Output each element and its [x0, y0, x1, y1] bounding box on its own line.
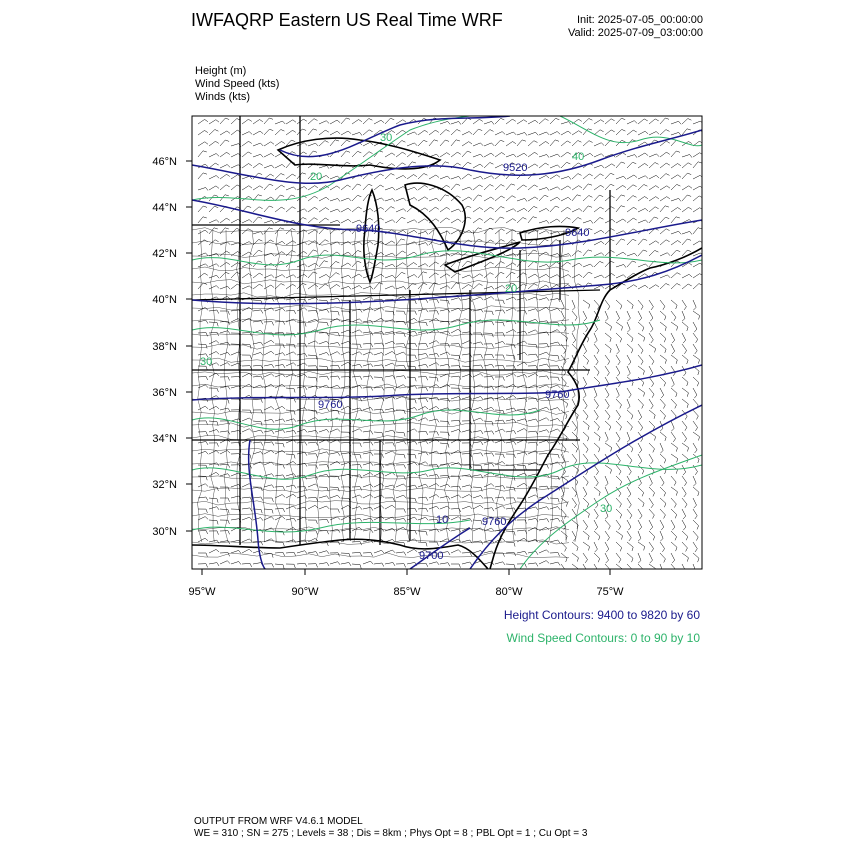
height-label: 9760: [318, 399, 343, 411]
plot-title: IWFAQRP Eastern US Real Time WRF: [191, 10, 503, 30]
model-config: WE = 310 ; SN = 275 ; Levels = 38 ; Dis = 8km ; Phys Opt = 8 ; PBL Opt = 1 ; Cu Opt = 3: [194, 828, 588, 839]
height-label: 9640: [356, 223, 381, 235]
wind-speed-label: 20: [505, 283, 518, 295]
lon-label: 90°W: [291, 586, 319, 598]
lon-label: 75°W: [596, 586, 624, 598]
lat-label: 40°N: [152, 294, 177, 306]
lat-label: 38°N: [152, 341, 177, 353]
valid-time: Valid: 2025-07-09_03:00:00: [568, 27, 703, 39]
lat-label: 34°N: [152, 433, 177, 445]
wind-speed-label: 10: [436, 514, 449, 526]
model-info: OUTPUT FROM WRF V4.6.1 MODEL: [194, 816, 363, 827]
lat-label: 36°N: [152, 387, 177, 399]
lat-label: 46°N: [152, 156, 177, 168]
field-wind-speed-label: Wind Speed (kts): [195, 78, 280, 90]
lat-label: 42°N: [152, 248, 177, 260]
lat-label: 32°N: [152, 479, 177, 491]
lat-axis-labels: [152, 156, 177, 538]
wind-speed-label: 40: [572, 151, 585, 163]
height-contour-legend: Height Contours: 9400 to 9820 by 60: [503, 608, 700, 622]
wind-speed-label: 20: [310, 171, 323, 183]
init-time: Init: 2025-07-05_00:00:00: [577, 14, 703, 26]
wind-speed-label: 30: [200, 356, 213, 368]
height-label: 9760: [545, 389, 570, 401]
lat-label: 30°N: [152, 526, 177, 538]
height-label: 9520: [503, 162, 528, 174]
wind-speed-label: 30: [380, 132, 393, 144]
lon-label: 95°W: [188, 586, 216, 598]
lat-label: 44°N: [152, 202, 177, 214]
height-label: 9640: [565, 227, 590, 239]
wind-contour-legend: Wind Speed Contours: 0 to 90 by 10: [506, 631, 700, 645]
height-label: 9700: [419, 550, 444, 562]
height-label: 9760: [482, 516, 507, 528]
lon-label: 80°W: [495, 586, 523, 598]
map-background: [192, 116, 702, 569]
lon-label: 85°W: [393, 586, 421, 598]
wind-speed-label: 30: [600, 503, 613, 515]
field-height-label: Height (m): [195, 65, 247, 77]
lon-axis-labels: [188, 586, 624, 598]
field-winds-label: Winds (kts): [195, 91, 250, 103]
